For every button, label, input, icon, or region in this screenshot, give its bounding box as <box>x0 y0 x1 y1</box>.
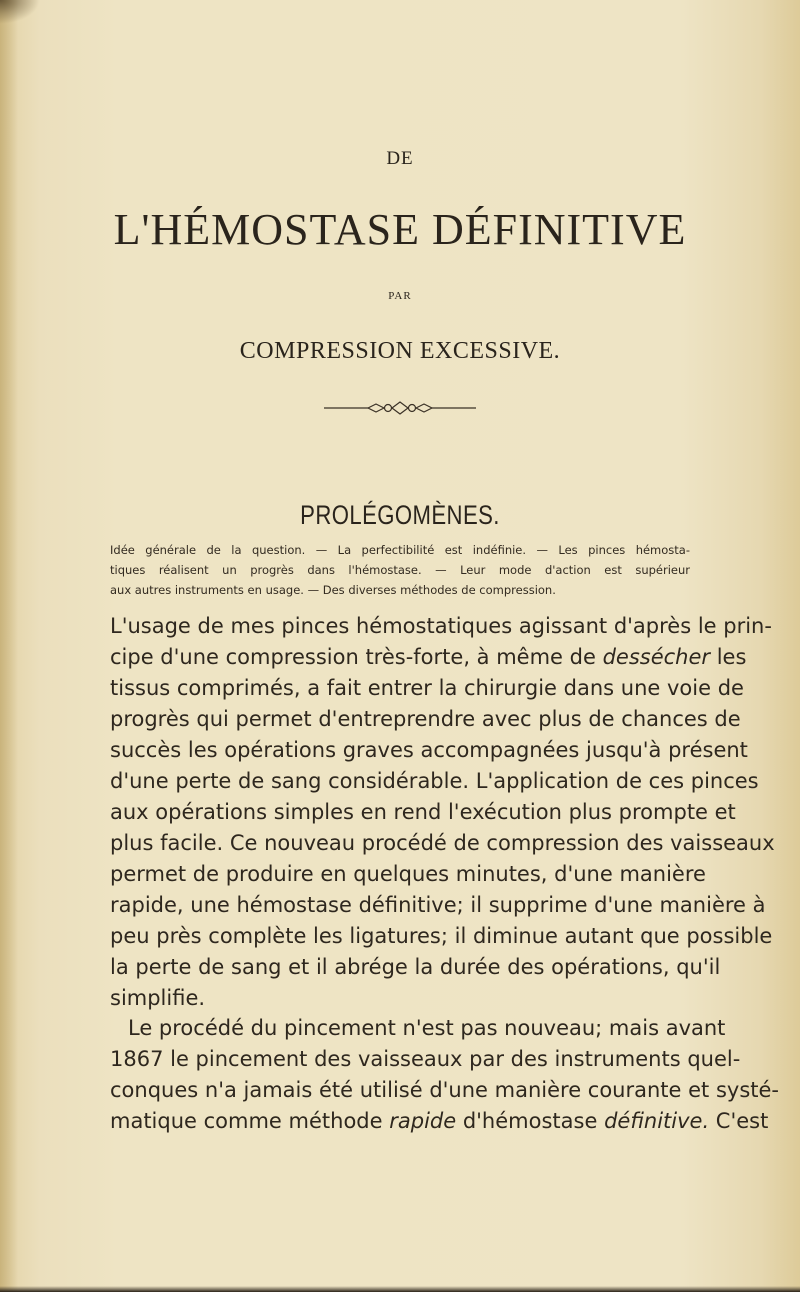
paragraph-line: peu près complète les ligatures; il diminue autant que possible <box>110 924 773 948</box>
paragraph-line: simplifie. <box>110 986 206 1010</box>
paragraph-line: matique comme méthode rapide d'hémostase définitive. C'est <box>110 1109 769 1133</box>
emphasis-text: dessécher <box>602 645 711 669</box>
title-prefix: DE <box>386 148 414 169</box>
title-connector: PAR <box>388 290 412 302</box>
section-heading: PROLÉGOMÈNES. <box>300 500 500 530</box>
paragraph-line: progrès qui permet d'entreprendre avec plus de chances de <box>110 707 741 731</box>
paragraph-line: Le procédé du pincement n'est pas nouveau; mais avant <box>128 1016 726 1040</box>
paragraph-line: tissus comprimés, a fait entrer la chirurgie dans une voie de <box>110 676 744 700</box>
paragraph-2 <box>110 1013 780 1137</box>
paragraph-line: rapide, une hémostase définitive; il supprime d'une manière à <box>110 893 766 917</box>
paragraph-line: L'usage de mes pinces hémostatiques agissant d'après le prin- <box>110 614 772 638</box>
emphasis-text: définitive. <box>604 1109 710 1133</box>
paragraph-line: cipe d'une compression très-forte, à même de dessécher les <box>110 645 747 669</box>
emphasis-text: rapide <box>389 1109 457 1133</box>
paragraph-1 <box>110 611 775 1014</box>
corner-stain <box>0 0 40 24</box>
paragraph-line: plus facile. Ce nouveau procédé de compression des vaisseaux <box>110 831 775 855</box>
summary-line: Idée générale de la question. — La perfectibilité est indéfinie. — Les pinces hémosta- <box>110 543 690 557</box>
chapter-summary <box>110 540 690 600</box>
paragraph-line: d'une perte de sang considérable. L'application de ces pinces <box>110 769 759 793</box>
paragraph-line: la perte de sang et il abrége la durée des opérations, qu'il <box>110 955 721 979</box>
paragraph-line: conques n'a jamais été utilisé d'une manière courante et systé- <box>110 1078 780 1102</box>
summary-line: tiques réalisent un progrès dans l'hémostase. — Leur mode d'action est supérieur <box>110 563 690 577</box>
paragraph-line: 1867 le pincement des vaisseaux par des instruments quel- <box>110 1047 741 1071</box>
ornament-divider-icon <box>320 396 480 420</box>
paragraph-line: succès les opérations graves accompagnées jusqu'à présent <box>110 738 748 762</box>
summary-line: aux autres instruments en usage. — Des diverses méthodes de compression. <box>110 583 556 597</box>
page-binding-shadow <box>0 0 18 1292</box>
page-subtitle: COMPRESSION EXCESSIVE. <box>239 338 561 364</box>
page-bottom-edge <box>0 1286 800 1292</box>
ornament-divider <box>0 396 800 420</box>
paragraph-line: permet de produire en quelques minutes, d'une manière <box>110 862 706 886</box>
page-title: L'HÉMOSTASE DÉFINITIVE <box>113 205 687 254</box>
paragraph-line: aux opérations simples en rend l'exécution plus prompte et <box>110 800 736 824</box>
